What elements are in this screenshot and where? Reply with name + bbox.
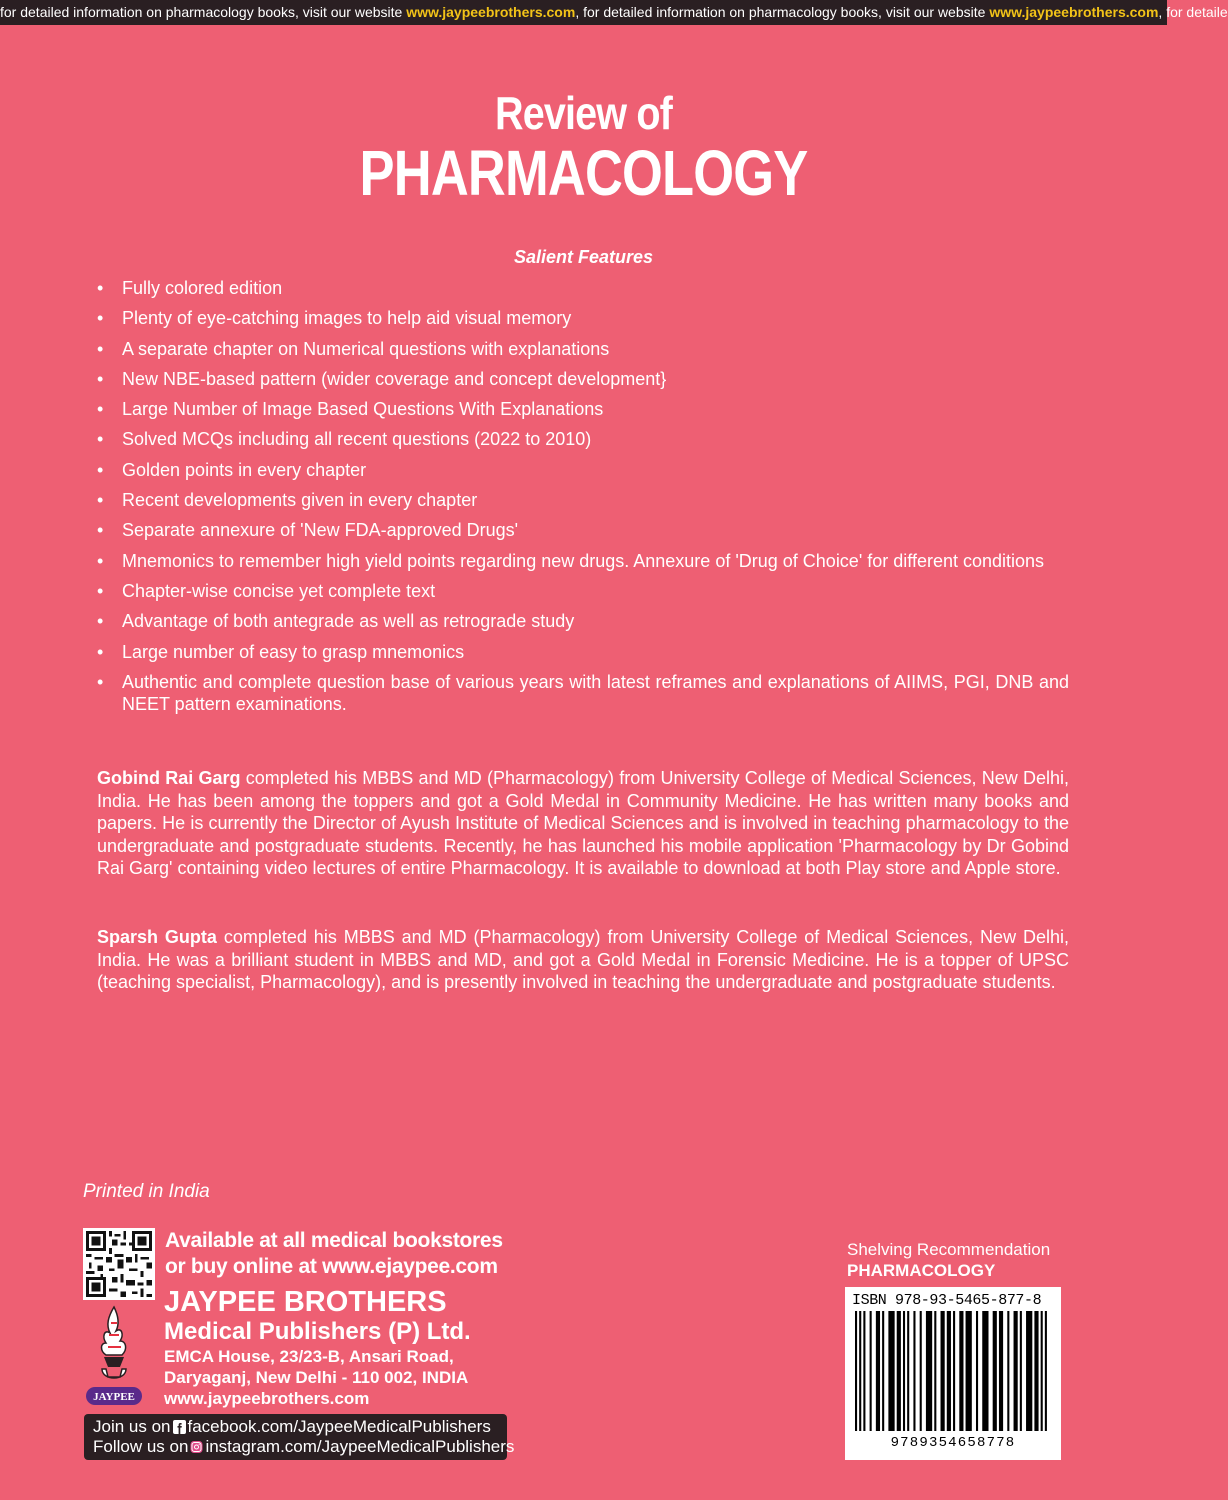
publisher-address: EMCA House, 23/23-B, Ansari Road, [164, 1347, 454, 1366]
promo-segment: for detaile [1166, 4, 1228, 20]
barcode-bar [903, 1311, 905, 1431]
feature-item: • Large Number of Image Based Questions With Explanations [97, 398, 1069, 421]
publisher-name: JAYPEE BROTHERS [164, 1286, 447, 1318]
barcode-bar [959, 1311, 963, 1431]
barcode-bar [1041, 1311, 1043, 1431]
barcode-bar [934, 1311, 936, 1431]
feature-item: • Large number of easy to grasp mnemonics [97, 641, 1069, 664]
barcode-bar [982, 1311, 988, 1431]
barcode-digits: 9789354658778 [890, 1435, 1016, 1451]
isbn-text: ISBN 978-93-5465-877-8 [852, 1292, 1042, 1309]
barcode-bar [876, 1311, 880, 1431]
shelving-value: PHARMACOLOGY [847, 1261, 996, 1280]
availability-line: Available at all medical bookstores [165, 1229, 503, 1252]
barcode-bar [966, 1311, 972, 1431]
barcode-bar [888, 1311, 894, 1431]
features-list [97, 277, 1069, 724]
shelving-recommendation [847, 1239, 1050, 1281]
publisher-address: Daryaganj, New Delhi - 110 002, INDIA [164, 1368, 469, 1387]
feature-item: • New NBE-based pattern (wider coverage and concept development} [97, 368, 1069, 391]
author-bio-text: completed his MBBS and MD (Pharmacology) from University College of Medical Sciences, New Delhi, India. He was a brilliant student in MBBS and MD, and got a Gold Medal in Forensic Medicine. He is a topper of UPSC (teaching specialist, Pharmacology), and is presently involved in teaching the undergraduate and postgraduate students. [97, 927, 1069, 993]
instagram-line[interactable]: Follow us on instagram.com/JaypeeMedicalPublishers [93, 1437, 515, 1456]
feature-item: • Advantage of both antegrade as well as retrograde study [97, 610, 1069, 633]
barcode-bar [907, 1311, 909, 1431]
feature-item: • Authentic and complete question base of various years with latest reframes and explanations of AIIMS, PGI, DNB and NEET pattern examinations. [97, 671, 1069, 716]
facebook-line[interactable]: Join us on facebook.com/JaypeeMedicalPublishers [93, 1417, 491, 1436]
website-link[interactable]: www.jaypeebrothers.com [989, 4, 1159, 20]
top-promo-strip [0, 0, 1228, 25]
feature-item: • Solved MCQs including all recent questions (2022 to 2010) [97, 428, 1069, 451]
jaypee-logo [84, 1303, 144, 1407]
availability-text [165, 1228, 503, 1280]
printed-in-india: Printed in India [83, 1181, 210, 1202]
book-title-line1: Review of [495, 87, 672, 139]
book-title-line2: PHARMACOLOGY [359, 137, 808, 209]
feature-item: • Golden points in every chapter [97, 459, 1069, 482]
barcode-bar [1007, 1311, 1009, 1431]
feature-item: • Fully colored edition [97, 277, 1069, 300]
barcode-bar [870, 1311, 872, 1431]
promo-segment: for detailed information on pharmacology books, visit our website www.jaypeebrothers.com, [0, 4, 584, 20]
feature-item: • A separate chapter on Numerical questions with explanations [97, 338, 1069, 361]
author-bio-gupta [97, 926, 1069, 994]
feature-item: • Recent developments given in every chapter [97, 489, 1069, 512]
barcode-graphic [853, 1311, 1053, 1433]
promo-segment: for detailed information on pharmacology books, visit our website www.jaypeebrothers.com, [583, 4, 1167, 20]
barcode-bar [976, 1311, 978, 1431]
feature-item: • Chapter-wise concise yet complete text [97, 580, 1069, 603]
barcode-bar [920, 1311, 922, 1431]
publisher-subname: Medical Publishers (P) Ltd. [164, 1318, 471, 1345]
qr-code[interactable] [83, 1228, 155, 1300]
author-name: Sparsh Gupta [97, 927, 217, 947]
feature-item: • Separate annexure of 'New FDA-approved Drugs' [97, 519, 1069, 542]
barcode-bar [882, 1311, 884, 1431]
barcode-bar [953, 1311, 955, 1431]
barcode-bar [897, 1311, 901, 1431]
instagram-icon [190, 1439, 203, 1453]
feature-item: • Plenty of eye-catching images to help aid visual memory [97, 307, 1069, 330]
barcode-bar [859, 1311, 861, 1431]
availability-line[interactable]: or buy online at www.ejaypee.com [165, 1255, 498, 1278]
isbn-barcode [845, 1287, 1061, 1460]
publisher-website[interactable]: www.jaypeebrothers.com [164, 1389, 370, 1408]
barcode-bar [999, 1311, 1003, 1431]
barcode-bar [926, 1311, 932, 1431]
social-links-box [84, 1414, 515, 1460]
barcode-bar [1020, 1311, 1022, 1431]
barcode-bar [1014, 1311, 1018, 1431]
salient-features-heading: Salient Features [513, 247, 654, 267]
barcode-bar [863, 1311, 865, 1431]
barcode-bar [913, 1311, 915, 1431]
logo-text: JAYPEE [93, 1391, 135, 1403]
barcode-bar [947, 1311, 951, 1431]
author-name: Gobind Rai Garg [97, 768, 241, 788]
author-bio-text: completed his MBBS and MD (Pharmacology) from University College of Medical Sciences, New Delhi, India. He has been among the toppers and got a Gold Medal in Community Medicine. He has written many books and papers. He is currently the Director of Ayush Institute of Medical Sciences and is involved in teaching pharmacology to the undergraduate and postgraduate students. Recently, he has launched his mobile application 'Pharmacology by Dr Gobind Rai Garg' containing video lectures of entire Pharmacology. It is available to download at both Play store and Apple store. [97, 768, 1069, 879]
website-link[interactable]: www.jaypeebrothers.com [406, 4, 576, 20]
barcode-bar [941, 1311, 945, 1431]
barcode-bar [1026, 1311, 1032, 1431]
feature-item: • Mnemonics to remember high yield points regarding new drugs. Annexure of 'Drug of Choice' for different conditions [97, 550, 1069, 573]
barcode-bar [855, 1311, 857, 1431]
barcode-bar [1034, 1311, 1038, 1431]
shelving-label: Shelving Recommendation [847, 1240, 1051, 1259]
barcode-bar [993, 1311, 997, 1431]
barcode-bar [1045, 1311, 1047, 1431]
facebook-icon [173, 1419, 186, 1433]
publisher-block [164, 1286, 471, 1409]
author-bio-garg [97, 767, 1069, 880]
